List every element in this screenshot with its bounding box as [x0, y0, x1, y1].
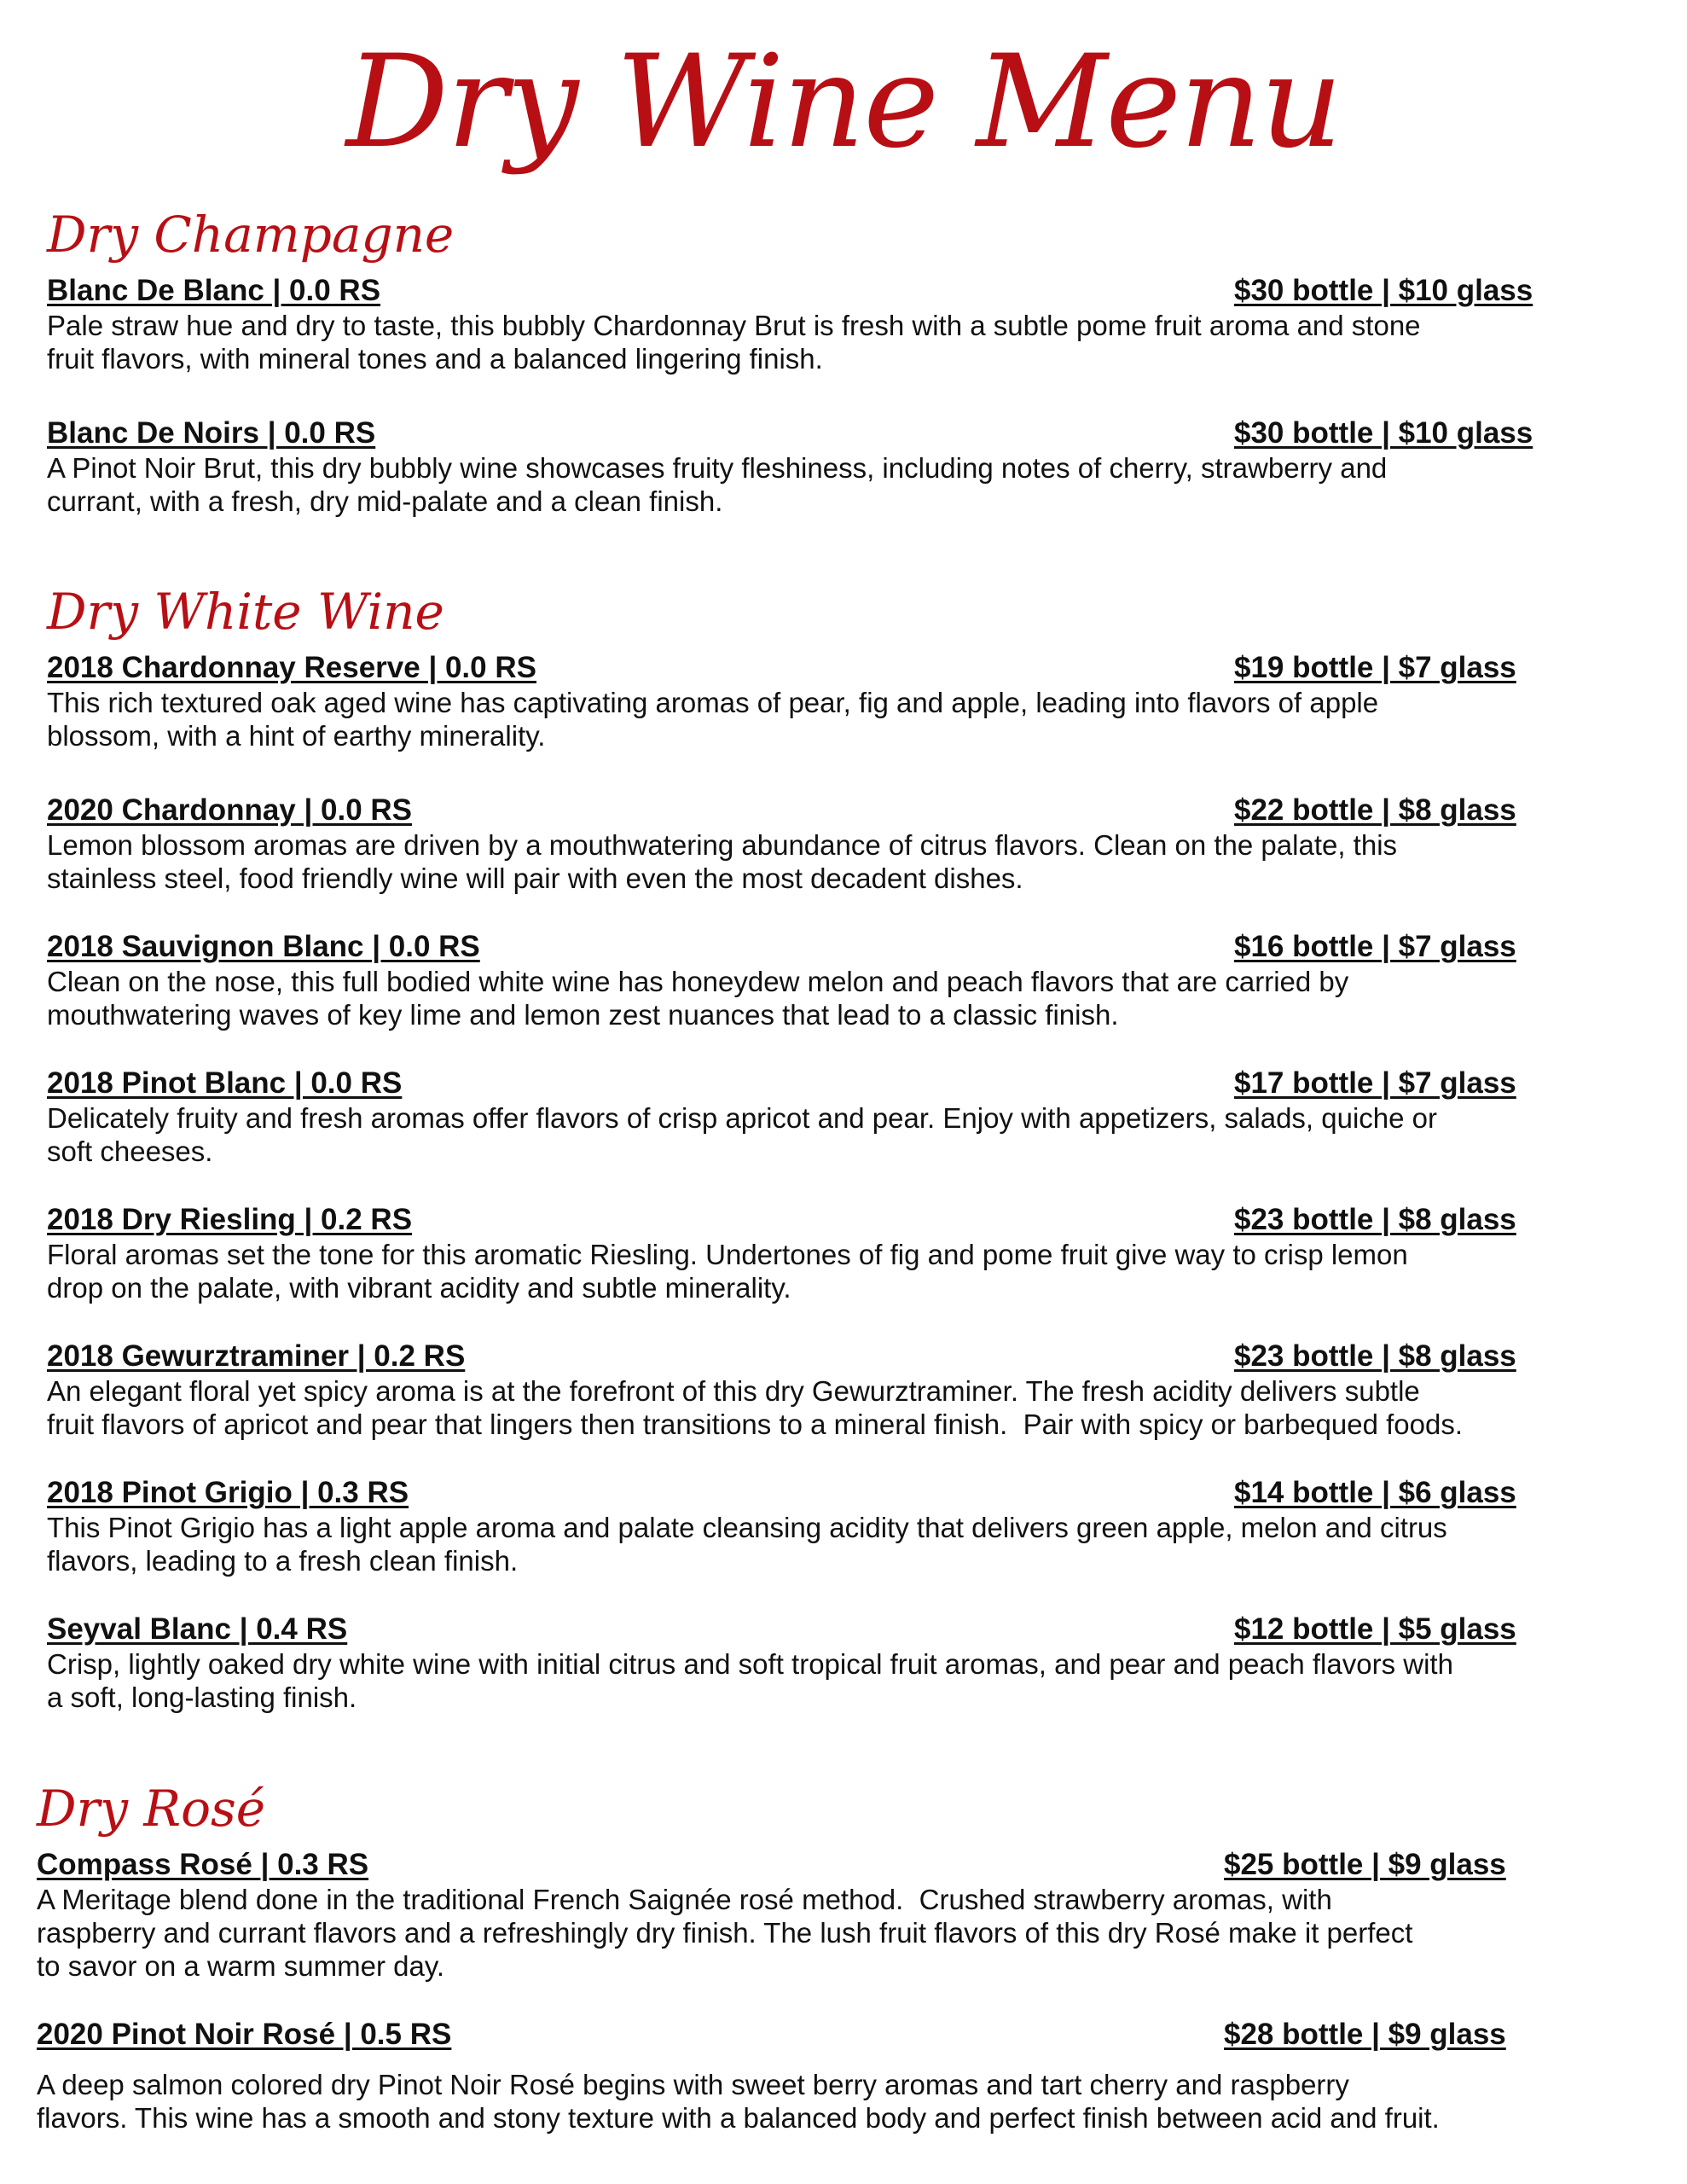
item-price: $25 bottle | $9 glass	[1224, 1848, 1506, 1881]
menu-item	[0, 1475, 1687, 1577]
section-heading: Dry White Wine	[47, 583, 444, 641]
item-price: $19 bottle | $7 glass	[1234, 651, 1516, 684]
item-price: $23 bottle | $8 glass	[1234, 1339, 1516, 1373]
item-description: A Meritage blend done in the traditional French Saignée rosé method. Crushed strawberry aromas, with raspberry and currant flavors and a refreshingly dry finish. The lush fruit flavors of this dry Rosé make it perfect to savor on a warm summer day.	[37, 1884, 1413, 1982]
item-price: $28 bottle | $9 glass	[1224, 2018, 1506, 2051]
item-description: Crisp, lightly oaked dry white wine with initial citrus and soft tropical fruit aromas, and pear and peach flavors with a soft, long-lasting finish.	[47, 1648, 1453, 1713]
menu-item	[0, 2017, 1687, 2135]
menu-item	[0, 273, 1687, 375]
menu-item	[0, 1339, 1687, 1441]
item-price: $30 bottle | $10 glass	[1234, 274, 1533, 307]
section-dry-rose	[0, 1779, 1687, 2135]
item-description: Delicately fruity and fresh aromas offer flavors of crisp apricot and pear. Enjoy with appetizers, salads, quiche or soft cheeses.	[47, 1102, 1438, 1167]
item-name: 2018 Gewurztraminer | 0.2 RS	[47, 1339, 466, 1373]
item-description: Clean on the nose, this full bodied white wine has honeydew melon and peach flavors that are carried by mouthwatering waves of key lime and lemon zest nuances that lead to a classic finish.	[47, 966, 1349, 1031]
item-description: Pale straw hue and dry to taste, this bubbly Chardonnay Brut is fresh with a subtle pome fruit aroma and stone fruit flavors, with mineral tones and a balanced lingering finish.	[47, 310, 1421, 375]
section-dry-white-wine	[0, 582, 1687, 1714]
menu-item	[0, 415, 1687, 518]
item-price: $16 bottle | $7 glass	[1234, 930, 1516, 963]
item-name: 2018 Pinot Blanc | 0.0 RS	[47, 1066, 403, 1100]
section-heading: Dry Rosé	[37, 1780, 266, 1838]
item-name: 2018 Pinot Grigio | 0.3 RS	[47, 1476, 409, 1509]
item-description: Lemon blossom aromas are driven by a mouthwatering abundance of citrus flavors. Clean on the palate, this stainless steel, food friendly wine will pair with even the most decadent dishes.	[47, 829, 1398, 894]
section-dry-champagne	[0, 205, 1687, 518]
item-price: $23 bottle | $8 glass	[1234, 1203, 1516, 1236]
menu-item	[0, 929, 1687, 1031]
menu-title: Dry Wine Menu	[345, 28, 1342, 177]
item-price: $12 bottle | $5 glass	[1234, 1612, 1516, 1646]
section-heading: Dry Champagne	[47, 206, 455, 264]
item-description: This Pinot Grigio has a light apple aroma and palate cleansing acidity that delivers green apple, melon and citrus flavors, leading to a fresh clean finish.	[47, 1512, 1447, 1577]
item-price: $22 bottle | $8 glass	[1234, 793, 1516, 827]
item-description: This rich textured oak aged wine has captivating aromas of pear, fig and apple, leading into flavors of apple blossom, with a hint of earthy minerality.	[47, 687, 1379, 752]
item-name: Compass Rosé | 0.3 RS	[37, 1848, 369, 1881]
item-name: 2018 Chardonnay Reserve | 0.0 RS	[47, 651, 536, 684]
item-name: 2018 Sauvignon Blanc | 0.0 RS	[47, 930, 480, 963]
item-name: 2020 Chardonnay | 0.0 RS	[47, 793, 413, 827]
item-description: Floral aromas set the tone for this aromatic Riesling. Undertones of fig and pome fruit give way to crisp lemon drop on the palate, with vibrant acidity and subtle minerality.	[47, 1239, 1408, 1304]
menu-item	[0, 793, 1687, 895]
menu-item	[0, 650, 1687, 752]
item-name: Seyval Blanc | 0.4 RS	[47, 1612, 348, 1646]
item-name: Blanc De Blanc | 0.0 RS	[47, 274, 381, 307]
item-name: 2020 Pinot Noir Rosé | 0.5 RS	[37, 2018, 452, 2051]
menu-item	[0, 1066, 1687, 1168]
item-name: Blanc De Noirs | 0.0 RS	[47, 416, 376, 450]
menu-item	[0, 1612, 1687, 1714]
item-description: An elegant floral yet spicy aroma is at the forefront of this dry Gewurztraminer. The fresh acidity delivers subtle fruit flavors of apricot and pear that lingers then transitions to a mineral finish. Pair with spicy or barbequed foods.	[47, 1375, 1464, 1440]
item-price: $17 bottle | $7 glass	[1234, 1066, 1516, 1100]
item-name: 2018 Dry Riesling | 0.2 RS	[47, 1203, 413, 1236]
menu-item	[0, 1202, 1687, 1304]
item-description: A deep salmon colored dry Pinot Noir Rosé begins with sweet berry aromas and tart cherry and raspberry flavors. This wine has a smooth and stony texture with a balanced body and perfect finish between acid and fruit.	[37, 2069, 1440, 2134]
item-price: $30 bottle | $10 glass	[1234, 416, 1533, 450]
item-price: $14 bottle | $6 glass	[1234, 1476, 1516, 1509]
item-description: A Pinot Noir Brut, this dry bubbly wine showcases fruity fleshiness, including notes of cherry, strawberry and currant, with a fresh, dry mid-palate and a clean finish.	[47, 452, 1388, 517]
menu-item	[0, 1847, 1687, 1983]
